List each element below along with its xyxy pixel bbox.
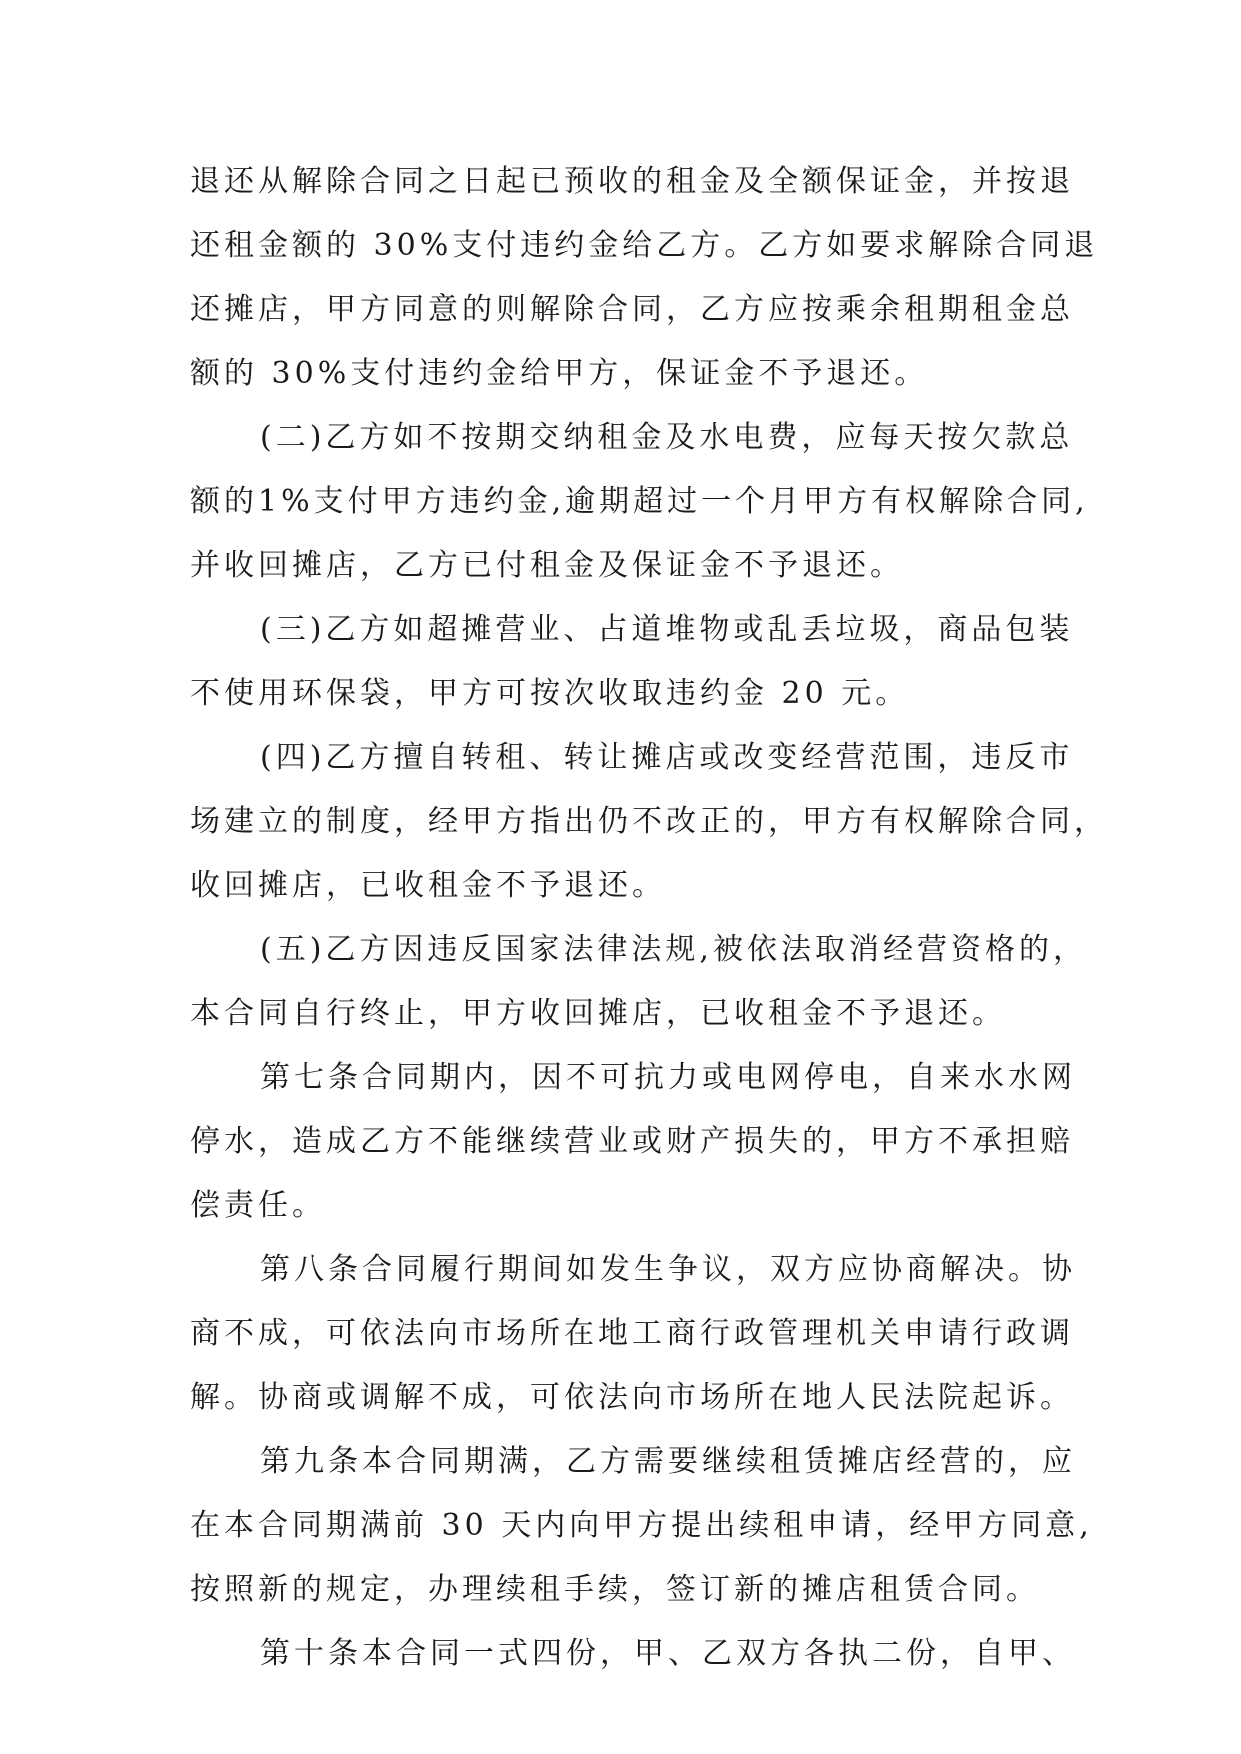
document-line: 按照新的规定，办理续租手续，签订新的摊店租赁合同。: [190, 1572, 1040, 1607]
document-line: 第七条合同期内，因不可抗力或电网停电，自来水水网: [260, 1060, 1076, 1095]
document-line: 并收回摊店，乙方已付租金及保证金不予退还。: [190, 548, 904, 583]
document-line: 停水，造成乙方不能继续营业或财产损失的，甲方不承担赔: [190, 1124, 1074, 1159]
document-line: 第九条本合同期满，乙方需要继续租赁摊店经营的，应: [260, 1444, 1076, 1479]
document-line: 第八条合同履行期间如发生争议，双方应协商解决。协: [260, 1252, 1076, 1287]
document-line: 收回摊店，已收租金不予退还。: [190, 868, 666, 903]
document-line: 还摊店，甲方同意的则解除合同，乙方应按乘余租期租金总: [190, 292, 1074, 327]
document-line: 不使用环保袋，甲方可按次收取违约金 20 元。: [190, 676, 910, 711]
document-line: (五)乙方因违反国家法律法规,被依法取消经营资格的，: [260, 932, 1087, 967]
document-line: (二)乙方如不按期交纳租金及水电费，应每天按欠款总: [260, 420, 1074, 455]
document-line: 在本合同期满前 30 天内向甲方提出续租申请，经甲方同意,: [190, 1508, 1093, 1543]
document-line: 额的 30%支付违约金给甲方，保证金不予退还。: [190, 356, 929, 391]
document-line: 解。协商或调解不成，可依法向市场所在地人民法院起诉。: [190, 1380, 1074, 1415]
document-body: [190, 150, 1108, 1686]
document-line: 本合同自行终止，甲方收回摊店，已收租金不予退还。: [190, 996, 1006, 1031]
document-line: 第十条本合同一式四份，甲、乙双方各执二份，自甲、: [260, 1636, 1076, 1671]
document-line: (三)乙方如超摊营业、占道堆物或乱丢垃圾，商品包装: [260, 612, 1074, 647]
document-line: 还租金额的 30%支付违约金给乙方。乙方如要求解除合同退: [190, 228, 1099, 263]
document-line: (四)乙方擅自转租、转让摊店或改变经营范围，违反市: [260, 740, 1074, 775]
document-line: 偿责任。: [190, 1188, 326, 1223]
document-line: 场建立的制度，经甲方指出仍不改正的，甲方有权解除合同，: [190, 804, 1108, 839]
document-line: 退还从解除合同之日起已预收的租金及全额保证金，并按退: [190, 164, 1074, 199]
document-line: 商不成，可依法向市场所在地工商行政管理机关申请行政调: [190, 1316, 1074, 1351]
document-line: 额的1%支付甲方违约金,逾期超过一个月甲方有权解除合同,: [190, 484, 1089, 519]
